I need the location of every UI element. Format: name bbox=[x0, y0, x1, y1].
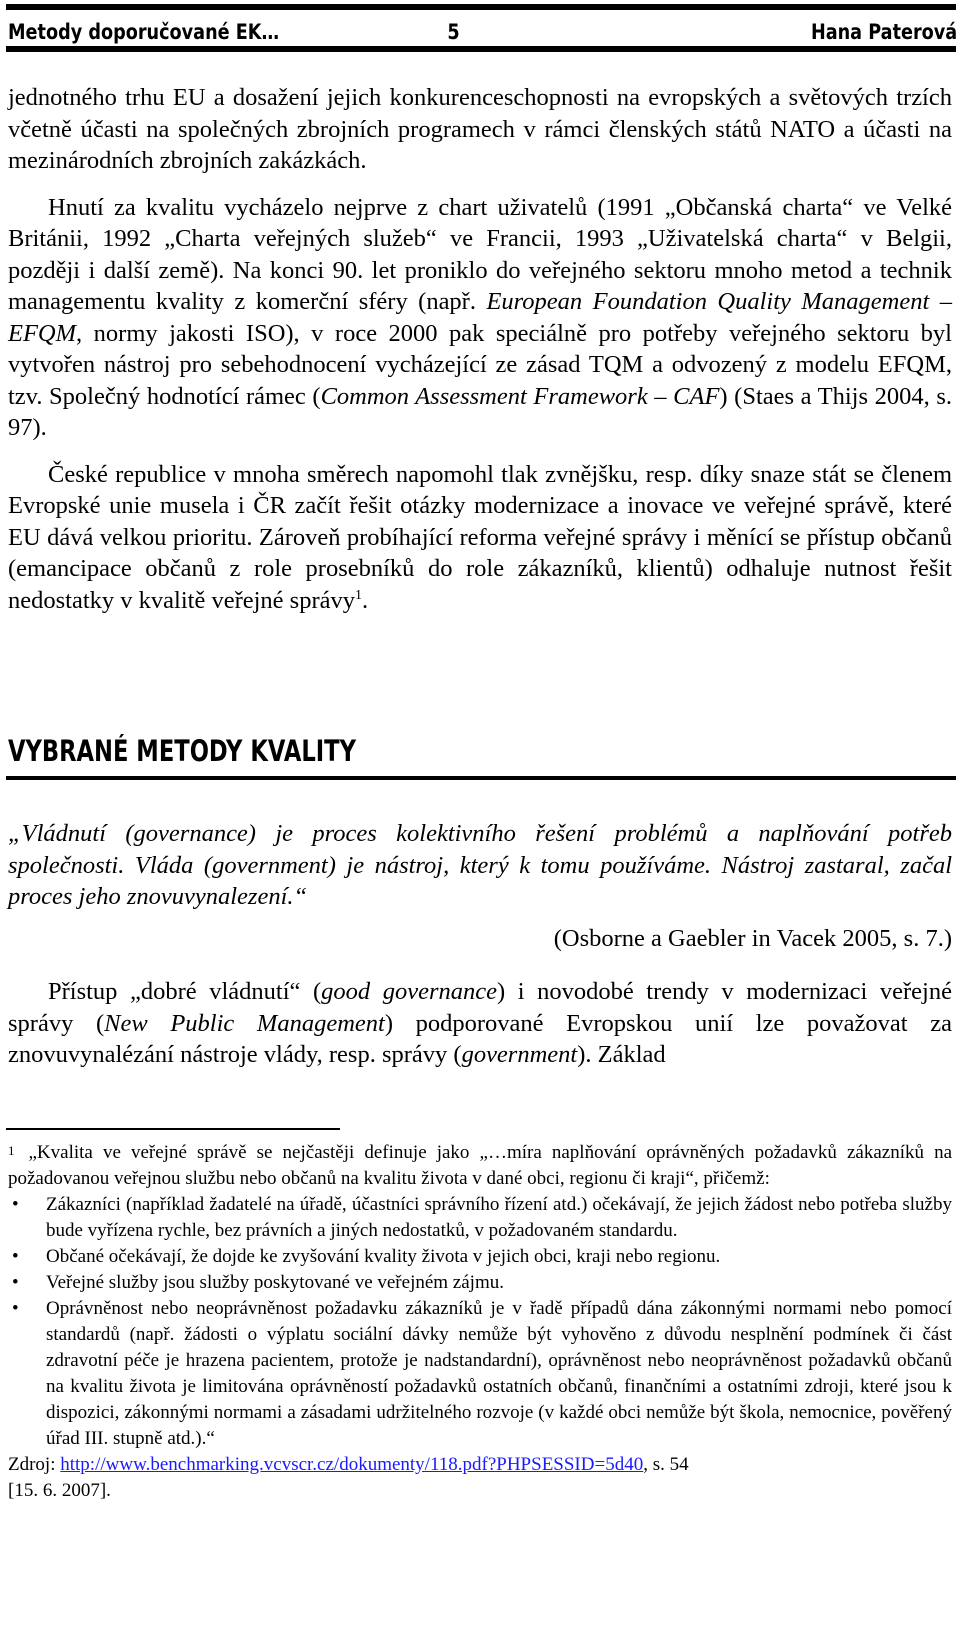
header-bottom-rule bbox=[6, 46, 956, 52]
list-item: • Veřejné služby jsou služby poskytované ve veřejném zájmu. bbox=[8, 1270, 952, 1296]
header-author: Hana Paterová bbox=[810, 20, 958, 44]
footnote-intro: $^1$ „Kvalita ve veřejné správě se nejčastěji definuje jako „…míra naplňování oprávněných požadavků zákazníků na požadovanou veřejnou službu nebo občanů na kvalitu života v dané obci, regionu či kraji“, přičemž: bbox=[8, 1142, 952, 1189]
list-item: • Občané očekávají, že dojde ke zvyšování kvality života v jejich obci, kraji nebo regionu. bbox=[8, 1244, 952, 1270]
epigraph-quote bbox=[8, 818, 952, 954]
footnote-separator bbox=[6, 1128, 340, 1130]
header-title: Metody doporučované EK… bbox=[8, 20, 280, 44]
source-link[interactable]: http://www.benchmarking.vcvscr.cz/dokumenty/118.pdf?PHPSESSID=5d40 bbox=[60, 1454, 644, 1475]
footnote-source-date: [15. 6. 2007]. bbox=[8, 1480, 111, 1501]
running-header bbox=[8, 14, 957, 50]
section-heading: VYBRANÉ METODY KVALITY bbox=[8, 734, 356, 768]
paragraph-3: České republice v mnoha směrech napomohl tlak zvnějšku, resp. díky snaze stát se členem Evropské unie musela i ČR začít řešit otázky modernizace a inovace ve veřejné správě, které EU dává velkou prioritu. Zároveň probíhající reforma veřejné správy i měnící se přístup občanů (emancipace občanů z role prosebníků do role zákazníků, klientů) odhaluje nutnost řešit nedostatky v kvalitě veřejné správy$^1$. bbox=[8, 460, 952, 614]
body-text bbox=[8, 82, 952, 616]
bullet-icon: • bbox=[12, 1246, 19, 1267]
footnote-reference[interactable]: 1 bbox=[354, 587, 362, 603]
body-text-2 bbox=[8, 976, 952, 1071]
quote-citation: (Osborne a Gaebler in Vacek 2005, s. 7.) bbox=[553, 924, 952, 952]
footnote-list bbox=[8, 1192, 952, 1452]
paragraph-2: Hnutí za kvalitu vycházelo nejprve z chart uživatelů (1991 „Občanská charta“ ve Velké Británii, 1992 „Charta veřejných služeb“ ve Francii, 1993 „Uživatelská charta“ v Belgii, později i další země). Na konci 90. let proniklo do veřejného sektoru mnoho metod a technik managementu kvality z komerční sféry (např. European Foundation Quality Management – EFQM, normy jakosti ISO), v roce 2000 pak speciálně pro potřeby veřejného sektoru byl vytvořen nástroj pro sebehodnocení vycházející ze zásad TQM a odvozený z modelu EFQM, tzv. Společný hodnotící rámec (Common Assessment Framework – CAF) (Staes a Thijs 2004, s. 97). bbox=[8, 193, 952, 441]
footnote-source: Zdroj: http://www.benchmarking.vcvscr.cz/dokumenty/118.pdf?PHPSESSID=5d40, s. 54 bbox=[8, 1454, 689, 1475]
list-item: • Zákazníci (například žadatelé na úřadě, účastníci správního řízení atd.) očekávají, že jejich žádost nebo potřeba služby bude vyřízena rychle, bez právních a jiných nedostatků, v požadovaném standardu. bbox=[12, 1194, 952, 1241]
paragraph-1: jednotného trhu EU a dosažení jejich konkurenceschopnosti na evropských a světových trzích včetně účasti na společných zbrojních programech v rámci členských států NATO a účasti na mezinárodních zbrojních zakázkách. bbox=[8, 84, 952, 174]
paragraph-4: Přístup „dobré vládnutí“ (good governance) i novodobé trendy v modernizaci veřejné správy (New Public Management) podporované Evropskou unií lze považovat za znovuvynalézání nástroje vlády, resp. správy (government). Základ bbox=[8, 978, 952, 1068]
footnote-mark: 1 bbox=[8, 1143, 15, 1158]
quote-text: „Vládnutí (governance) je proces kolektivního řešení problémů a naplňování potřeb společnosti. Vláda (government) je nástroj, který k tomu používáme. Nástroj zastaral, začal proces jeho znovuvynalezení.“ bbox=[8, 820, 952, 910]
list-item: • Oprávněnost nebo neoprávněnost požadavku zákazníků je v řadě případů dána zákonnými normami nebo pomocí standardů (např. žádosti o výplatu sociální dávky nemůže být vyhověno z důvodu nesplnění podmínek či část zdravotní péče je hrazena pacientem, protože je nadstandardní), oprávněnost nebo neoprávněnost požadavků občanů na kvalitu života je limitována oprávněností požadavků ostatních občanů, finančními a ostatními zdroji, které jsou k dispozici, zákonnými normami a zásadami udržitelného rozvoje (v každé obci nemůže být škola, nemocnice, pověřený úřad III. stupně atd.).“ bbox=[12, 1298, 952, 1449]
bullet-icon: • bbox=[12, 1272, 19, 1293]
bullet-icon: • bbox=[12, 1194, 19, 1215]
footnote bbox=[8, 1140, 952, 1504]
page-number: 5 bbox=[447, 20, 460, 44]
section-heading-rule bbox=[6, 776, 956, 780]
bullet-icon: • bbox=[12, 1298, 19, 1319]
header-top-rule bbox=[6, 4, 956, 10]
